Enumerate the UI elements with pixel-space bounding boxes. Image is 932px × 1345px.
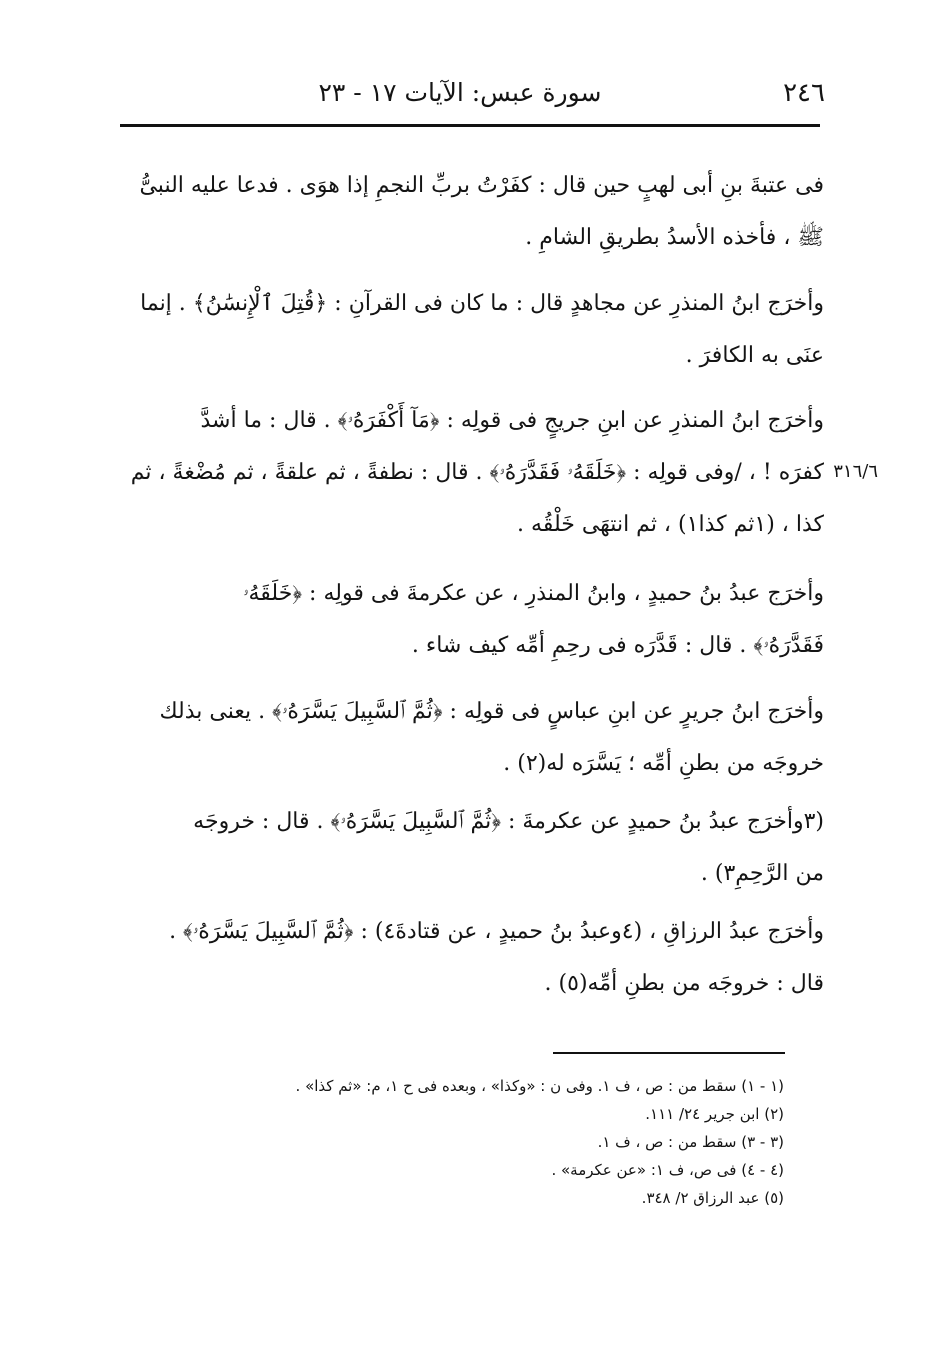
body-line: وأخرَج ابنُ المنذرِ عن ابنِ جريجٍ فى قولِه : ﴿مَآ أَكْفَرَهُۥ﴾ . قال : ما أشدَّ — [200, 408, 824, 433]
footnote-4: (٤ - ٤) فى ص، ف ١: «عن عكرمة» . — [551, 1161, 784, 1179]
page-number: ٢٤٦ — [783, 78, 825, 108]
body-line: (٣وأخرَج عبدُ بنُ حميدٍ عن عكرمةَ : ﴿ثُمَّ ٱلسَّبِيلَ يَسَّرَهُۥ﴾ . قال : خروجَه — [193, 809, 824, 834]
paragraph-4 — [112, 568, 824, 672]
body-line: وأخرَج ابنُ المنذرِ عن مجاهدٍ قال : ما كان فى القرآنِ : ﴿قُتِلَ ٱلْإِنسَٰنُ﴾ . إنما — [140, 291, 824, 316]
paragraph-6 — [112, 796, 824, 900]
footnote-2: (٢) ابن جرير ٢٤/ ١١١. — [645, 1105, 784, 1123]
footnote-5: (٥) عبد الرزاق ٢/ ٣٤٨. — [641, 1189, 784, 1207]
body-line: فى عتبةَ بنِ أبى لهبٍ حين قال : كفَرْتُ بربِّ النجمِ إذا هوَى . فدعا عليه النبىُّ — [139, 173, 824, 198]
body-line: كذا ، (١ثم كذا١) ، ثم انتهَى خَلْقُه . — [517, 512, 824, 537]
running-title: سورة عبس: الآيات ١٧ - ٢٣ — [318, 78, 602, 107]
margin-reference: ٣١٦/٦ — [833, 461, 878, 482]
footnote-1: (١ - ١) سقط من : ص ، ف ١. وفى ن : «وكذا» ، وبعده فى ح ١، م: «ثم كذا» . — [295, 1077, 784, 1095]
paragraph-5 — [112, 686, 824, 790]
paragraph-3 — [112, 395, 824, 551]
footnote-rule — [553, 1052, 785, 1054]
footnote-3: (٣ - ٣) سقط من : ص ، ف ١. — [597, 1133, 784, 1151]
body-line: من الرَّحِمِ٣) . — [700, 861, 824, 886]
paragraph-2 — [112, 278, 824, 382]
body-line: وأخرَج عبدُ بنُ حميدٍ ، وابنُ المنذرِ ، عن عكرمةَ فى قولِه : ﴿خَلَقَهُۥ — [243, 581, 824, 606]
footnotes — [144, 1072, 784, 1212]
body-line: وأخرَج عبدُ الرزاقِ ، (٤وعبدُ بنُ حميدٍ ، عن قتادةَ٤) : ﴿ثُمَّ ٱلسَّبِيلَ يَسَّرَهُۥ﴾ . — [169, 919, 824, 944]
body-line: فَقَدَّرَهُۥ﴾ . قال : قَدَّرَه فى رحِمِ أمِّه كيف شاء . — [411, 633, 824, 658]
paragraph-7 — [112, 906, 824, 1010]
body-line: عنَى به الكافرَ . — [685, 343, 824, 368]
body-line: خروجَه من بطنِ أمِّه ؛ يَسَّرَه له(٢) . — [503, 751, 824, 776]
body-line: كفرَه ! ، /وفى قولِه : ﴿خَلَقَهُۥ فَقَدَّرَهُۥ﴾ . قال : نطفةً ، ثم علقةً ، ثم مُضْغةً ، ثم — [130, 460, 824, 485]
body-line: ﷺ ، فأخذه الأسدُ بطريقِ الشامِ . — [525, 225, 824, 250]
paragraph-1 — [112, 160, 824, 264]
body-line: قال : خروجَه من بطنِ أمِّه(٥) . — [544, 971, 824, 996]
header-rule — [120, 124, 820, 127]
body-line: وأخرَج ابنُ جريرٍ عن ابنِ عباسٍ فى قولِه : ﴿ثُمَّ ٱلسَّبِيلَ يَسَّرَهُۥ﴾ . يعنى بذلك — [159, 699, 824, 724]
